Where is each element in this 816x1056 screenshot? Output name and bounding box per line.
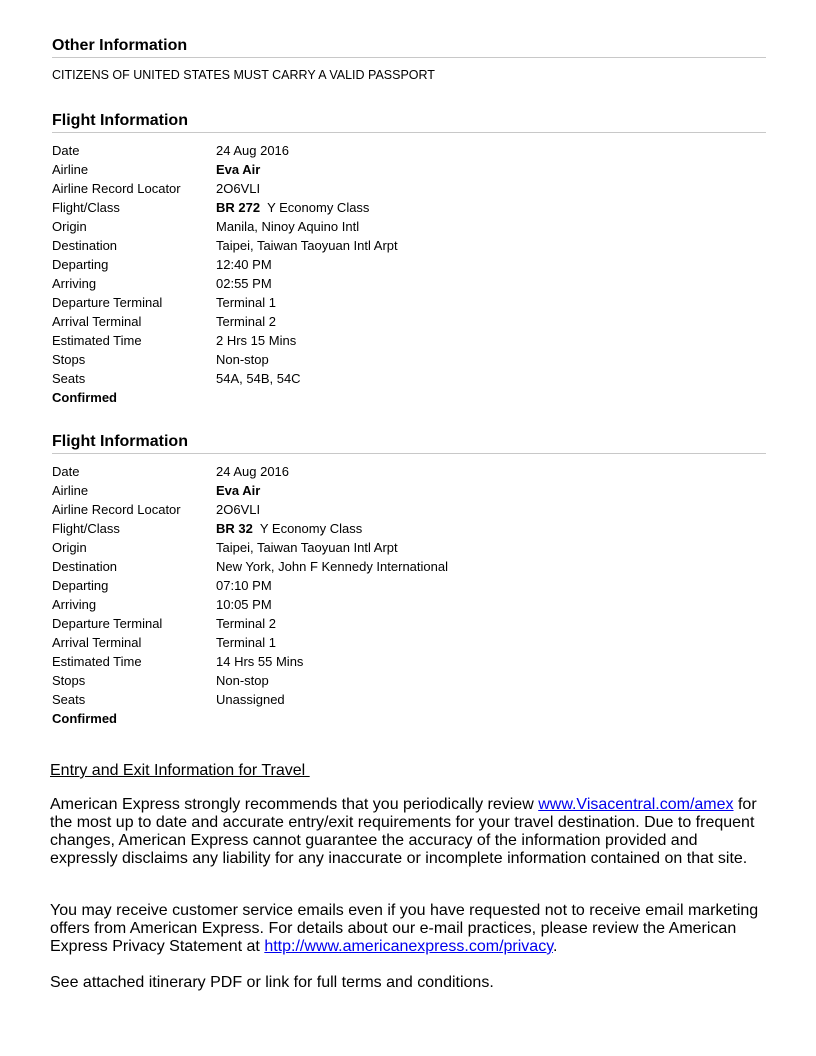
departure-terminal-label: Departure Terminal xyxy=(52,616,163,631)
departing-row xyxy=(52,576,766,595)
flight-class-label: Flight/Class xyxy=(52,200,120,215)
stops-label: Stops xyxy=(52,673,86,688)
arrival-terminal-row xyxy=(52,312,766,331)
date-value: 24 Aug 2016 xyxy=(216,464,290,479)
origin-row xyxy=(52,538,766,557)
departure-terminal-label: Departure Terminal xyxy=(52,295,163,310)
destination-value: Taipei, Taiwan Taoyuan Intl Arpt xyxy=(216,238,398,253)
estimated-time-label: Estimated Time xyxy=(52,654,142,669)
visacentral-link[interactable]: www.Visacentral.com/amex xyxy=(538,796,734,813)
flight-class-row xyxy=(52,198,766,217)
entry-exit-heading: Entry and Exit Information for Travel xyxy=(50,762,310,779)
arrival-terminal-value: Terminal 1 xyxy=(216,635,276,650)
destination-label: Destination xyxy=(52,559,118,574)
flight-class-value xyxy=(216,198,369,217)
date-row xyxy=(52,141,766,160)
seats-row xyxy=(52,690,766,709)
airline-value: Eva Air xyxy=(216,483,261,498)
seats-value: Unassigned xyxy=(216,692,285,707)
seats-label: Seats xyxy=(52,371,86,386)
estimated-time-row xyxy=(52,331,766,350)
other-information-title: Other Information xyxy=(52,37,188,54)
estimated-time-value: 2 Hrs 15 Mins xyxy=(216,333,297,348)
departing-row xyxy=(52,255,766,274)
arriving-label: Arriving xyxy=(52,597,97,612)
seats-value: 54A, 54B, 54C xyxy=(216,371,301,386)
airline-label: Airline xyxy=(52,483,89,498)
arrival-terminal-row xyxy=(52,633,766,652)
arriving-row xyxy=(52,595,766,614)
stops-row xyxy=(52,671,766,690)
arriving-label: Arriving xyxy=(52,276,97,291)
departure-terminal-row xyxy=(52,614,766,633)
arriving-value: 02:55 PM xyxy=(216,276,272,291)
origin-label: Origin xyxy=(52,219,87,234)
booking-status: Confirmed xyxy=(52,711,117,726)
visa-advisory-paragraph xyxy=(50,796,766,868)
estimated-time-value: 14 Hrs 55 Mins xyxy=(216,654,304,669)
departing-label: Departing xyxy=(52,257,109,272)
origin-value: Manila, Ninoy Aquino Intl xyxy=(216,219,360,234)
booking-status: Confirmed xyxy=(52,390,117,405)
stops-value: Non-stop xyxy=(216,352,269,367)
cabin-class: Y Economy Class xyxy=(267,200,370,215)
destination-row xyxy=(52,236,766,255)
stops-row xyxy=(52,350,766,369)
estimated-time-label: Estimated Time xyxy=(52,333,142,348)
flight-number: BR 272 xyxy=(216,200,261,215)
origin-label: Origin xyxy=(52,540,87,555)
origin-value: Taipei, Taiwan Taoyuan Intl Arpt xyxy=(216,540,398,555)
date-label: Date xyxy=(52,464,80,479)
email-notice-paragraph xyxy=(50,902,766,956)
stops-label: Stops xyxy=(52,352,86,367)
flight-information-title: Flight Information xyxy=(52,112,188,129)
record-locator-value: 2O6VLI xyxy=(216,502,261,517)
departing-value: 07:10 PM xyxy=(216,578,272,593)
departure-terminal-row xyxy=(52,293,766,312)
departure-terminal-value: Terminal 1 xyxy=(216,295,276,310)
airline-row xyxy=(52,160,766,179)
date-row xyxy=(52,462,766,481)
origin-row xyxy=(52,217,766,236)
flight-details-table xyxy=(52,141,766,407)
arrival-terminal-value: Terminal 2 xyxy=(216,314,276,329)
flight-class-label: Flight/Class xyxy=(52,521,120,536)
seats-row xyxy=(52,369,766,388)
airline-label: Airline xyxy=(52,162,89,177)
record-locator-row xyxy=(52,500,766,519)
visa-advisory-text-continued: for the most up to date and accurate entry/exit requirements for your travel destination. Due to frequent changes, American Express cannot guarantee the accuracy of the information provided and expressly disclaims any liability for any inaccurate or incomplete information contained on that site. xyxy=(50,796,757,867)
flight-class-row xyxy=(52,519,766,538)
record-locator-value: 2O6VLI xyxy=(216,181,261,196)
estimated-time-row xyxy=(52,652,766,671)
passport-notice: CITIZENS OF UNITED STATES MUST CARRY A VALID PASSPORT xyxy=(52,68,435,82)
flight-number: BR 32 xyxy=(216,521,253,536)
destination-value: New York, John F Kennedy International xyxy=(216,559,448,574)
record-locator-label: Airline Record Locator xyxy=(52,502,181,517)
arriving-value: 10:05 PM xyxy=(216,597,272,612)
airline-value: Eva Air xyxy=(216,162,261,177)
date-label: Date xyxy=(52,143,80,158)
flight-information-title: Flight Information xyxy=(52,433,188,450)
section-divider xyxy=(52,453,766,454)
departing-value: 12:40 PM xyxy=(216,257,272,272)
terms-notice: See attached itinerary PDF or link for full terms and conditions. xyxy=(50,974,494,991)
visa-advisory-text: American Express strongly recommends that you periodically review xyxy=(50,796,539,813)
destination-row xyxy=(52,557,766,576)
arrival-terminal-label: Arrival Terminal xyxy=(52,635,142,650)
record-locator-label: Airline Record Locator xyxy=(52,181,181,196)
arrival-terminal-label: Arrival Terminal xyxy=(52,314,142,329)
departing-label: Departing xyxy=(52,578,109,593)
flight-class-value xyxy=(216,519,362,538)
section-divider xyxy=(52,57,766,58)
stops-value: Non-stop xyxy=(216,673,269,688)
privacy-statement-link[interactable]: http://www.americanexpress.com/privacy xyxy=(264,938,553,955)
destination-label: Destination xyxy=(52,238,118,253)
flight-details-table xyxy=(52,462,766,728)
seats-label: Seats xyxy=(52,692,86,707)
cabin-class: Y Economy Class xyxy=(259,521,363,536)
date-value: 24 Aug 2016 xyxy=(216,143,290,158)
email-notice-period: . xyxy=(553,938,558,955)
departure-terminal-value: Terminal 2 xyxy=(216,616,276,631)
record-locator-row xyxy=(52,179,766,198)
email-notice-text: You may receive customer service emails even if you have requested not to receive email marketing offers from American Express. For details about our e-mail practices, please review the American Express Privacy Statement at xyxy=(50,902,759,955)
airline-row xyxy=(52,481,766,500)
arriving-row xyxy=(52,274,766,293)
section-divider xyxy=(52,132,766,133)
